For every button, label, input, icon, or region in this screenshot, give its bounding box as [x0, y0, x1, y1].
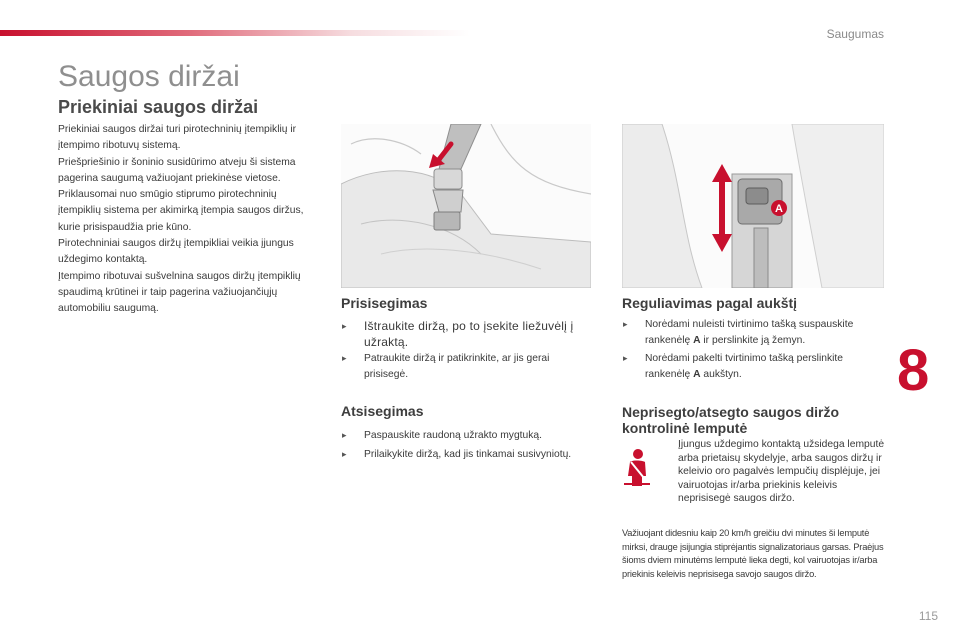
arrow-bullet-icon: ▸: [342, 353, 347, 363]
buckle-illustration: [341, 124, 591, 288]
page-number: 115: [918, 609, 938, 623]
step-text-bold: A: [693, 334, 701, 346]
step-text-pre: Norėdami nuleisti tvirtinimo tašką suspauskite rankenėlę: [645, 319, 854, 346]
fastening-heading: Prisisegimas: [341, 295, 428, 311]
section-heading: Priekiniai saugos diržai: [58, 97, 259, 117]
header-accent-bar: [0, 30, 470, 36]
arrow-bullet-icon: ▸: [342, 321, 347, 331]
height-steps: [622, 317, 872, 385]
list-item: [341, 447, 591, 463]
step-text-pre: Norėdami pakelti tvirtinimo tašką perslinkite rankenėlę: [645, 353, 844, 380]
step-text: Prilaikykite diržą, kad jis tinkamai susivyniotų.: [364, 448, 572, 460]
arrow-bullet-icon: ▸: [342, 430, 347, 440]
intro-paragraph: Priešpriešinio ir šoninio susidūrimo atveju ši sistema pagerina saugumą važiuojant priekinėse vietose. Priklausomai nuo smūgio stiprumo pirotechninių įtempiklių sistema per akimirką įtempia saugos diržus, kurie prisispaudžia prie kūno.: [58, 156, 304, 233]
warning-heading: [622, 404, 892, 436]
step-text: Patraukite diržą ir patikrinkite, ar jis gerai prisisegė.: [364, 353, 550, 380]
list-item: [341, 318, 591, 350]
section-name: Saugumas: [826, 27, 884, 41]
fastening-steps-2: [341, 351, 591, 385]
list-item: [341, 351, 591, 382]
warning-text: Įjungus uždegimo kontaktą užsidega lemputė arba prietaisų skydelyje, arba saugos diržų ir keleivio oro pagalvės lempučių displėjuje, jei vairuotojas ir/arba priekinis keleivis neprisisegė saugos diržo.: [678, 439, 885, 504]
list-item: [341, 428, 591, 444]
intro-text: [58, 122, 308, 318]
list-item: [622, 351, 872, 382]
intro-paragraph: Priekiniai saugos diržai turi pirotechninių įtempiklių ir įtempimo ribotuvų sistemą.: [58, 124, 297, 152]
intro-paragraph: Įtempimo ribotuvai sušvelnina saugos diržų įtempiklių spaudimą krūtinei ir taip pagerina važiuojančiųjų automobiliu saugumą.: [58, 270, 301, 315]
arrow-bullet-icon: ▸: [623, 319, 628, 329]
warning-note: Važiuojant didesniu kaip 20 km/h greičiu dvi minutes ši lemputė mirksi, drauge įsijungia stiprėjantis signalizatoriaus garsas. Praėjus šioms dviem minutėms lemputė lieka degti, kol vairuotojas ir/arba priekinis keleivis neprisisega savojo saugos diržo.: [622, 528, 884, 579]
warning-heading-line1: Neprisegto/atsegto saugos diržo: [622, 404, 840, 420]
arrow-bullet-icon: ▸: [342, 448, 347, 459]
chapter-number: 8: [897, 338, 930, 403]
arrow-bullet-icon: ▸: [623, 353, 628, 363]
step-text-post: aukštyn.: [700, 368, 742, 380]
step-text: Ištraukite diržą, po to įsekite liežuvėlį į užraktą.: [364, 319, 574, 349]
warning-heading-line2: kontrolinė lemputė: [622, 420, 748, 436]
unfastening-steps: [341, 428, 591, 465]
seatbelt-warning-icon: [622, 448, 652, 488]
step-text-post: ir perslinkite ją žemyn.: [700, 334, 806, 346]
height-heading: Reguliavimas pagal aukštį: [622, 295, 798, 311]
unfastening-heading: Atsisegimas: [341, 403, 424, 419]
intro-paragraph: Pirotechniniai saugos diržų įtempikliai veikia įjungus uždegimo kontaktą.: [58, 238, 294, 266]
step-text-bold: A: [693, 368, 701, 380]
list-item: [622, 317, 872, 348]
height-adjust-illustration: [622, 124, 884, 288]
callout-a: A: [775, 203, 783, 215]
fastening-steps: [341, 318, 591, 353]
page-title: Saugos diržai: [58, 60, 240, 93]
step-text: Paspauskite raudoną užrakto mygtuką.: [364, 430, 543, 441]
